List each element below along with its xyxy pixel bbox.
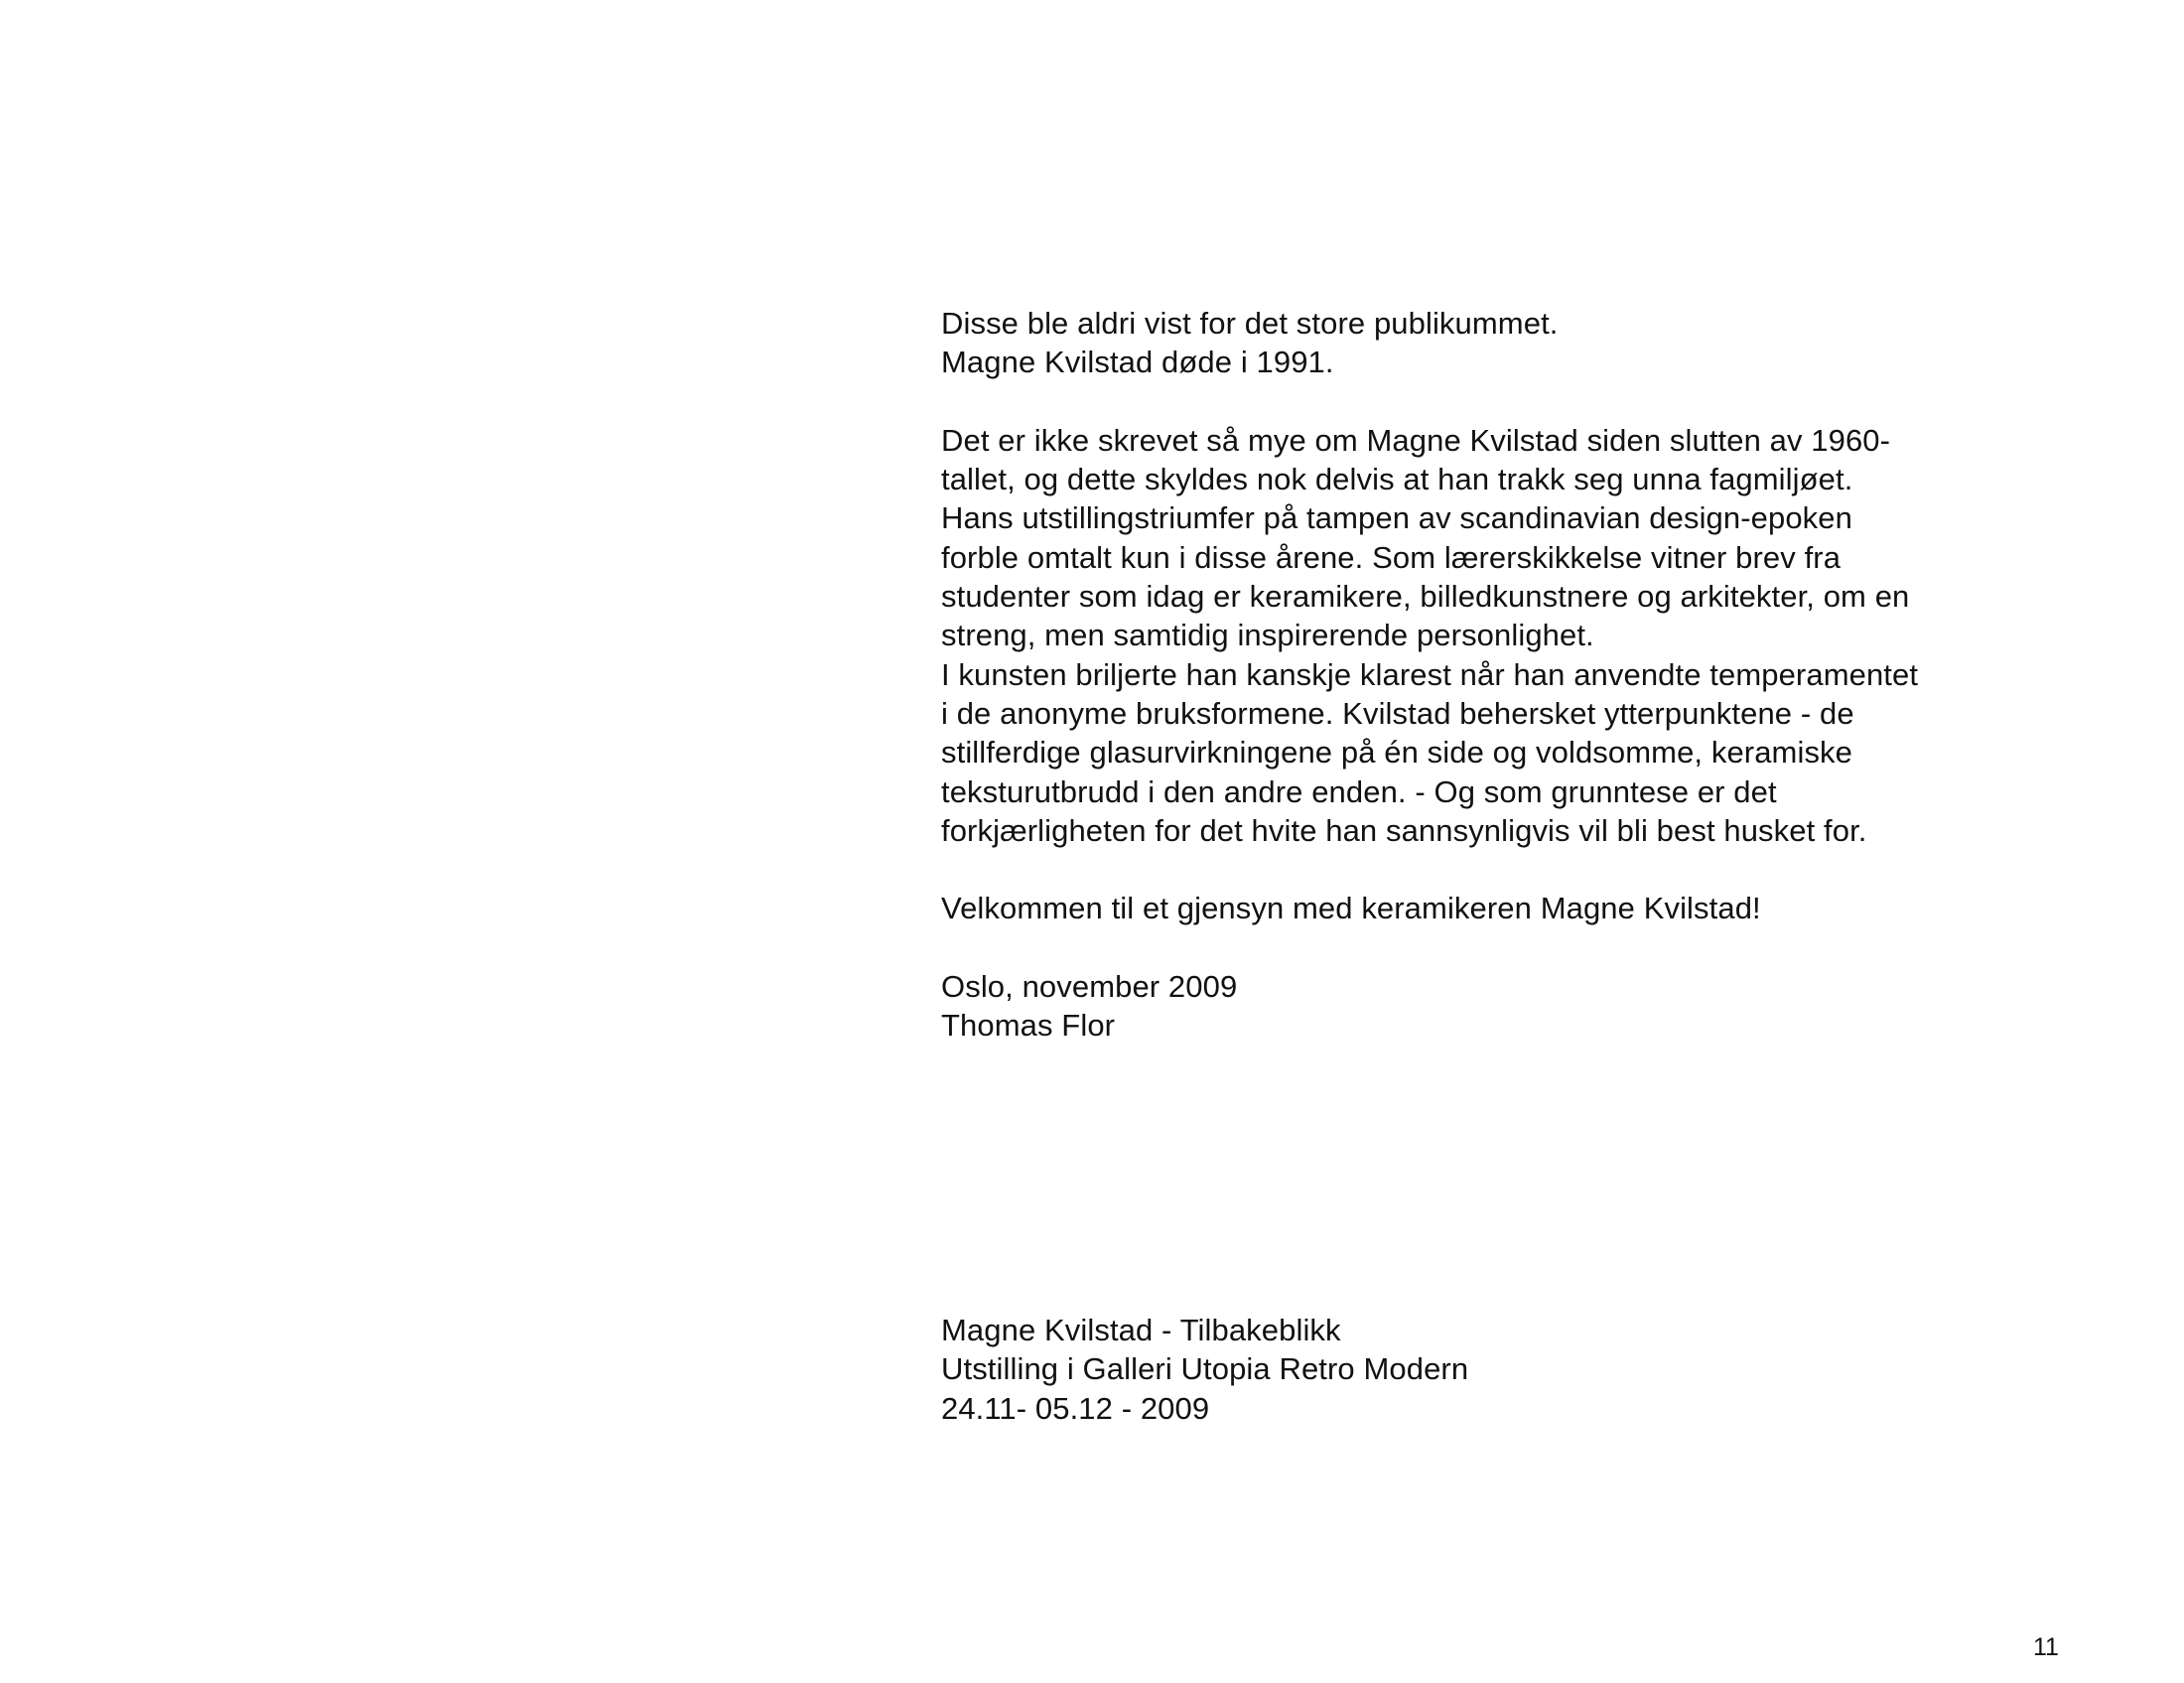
exhibition-info — [941, 1311, 2063, 1428]
signature-place-date: Oslo, november 2009 — [941, 969, 1238, 1005]
body-line: tallet, og dette skyldes nok delvis at han trakk seg unna fagmiljøet. — [941, 462, 1853, 497]
body-line: forble omtalt kun i disse årene. Som lærerskikkelse vitner brev fra — [941, 539, 1842, 575]
exhibition-venue: Utstilling i Galleri Utopia Retro Modern — [941, 1351, 1469, 1387]
intro-line: Magne Kvilstad døde i 1991. — [941, 345, 1334, 380]
paragraph-gap — [941, 382, 2063, 421]
welcome-line: Velkommen til et gjensyn med keramikeren Magne Kvilstad! — [941, 891, 1761, 926]
body-line: i de anonyme bruksformene. Kvilstad behersket ytterpunktene - de — [941, 695, 1854, 731]
body-line: Det er ikke skrevet så mye om Magne Kvilstad siden slutten av 1960- — [941, 422, 1891, 458]
body-line: studenter som idag er keramikere, billedkunstnere og arkitekter, om en — [941, 579, 1910, 615]
main-text — [941, 304, 2063, 1046]
body-line: stillferdige glasurvirkningene på én side og voldsomme, keramiske — [941, 735, 1853, 771]
exhibition-dates: 24.11- 05.12 - 2009 — [941, 1390, 1210, 1426]
paragraph-gap — [941, 850, 2063, 889]
exhibition-title: Magne Kvilstad - Tilbakeblikk — [941, 1313, 1341, 1347]
intro-line: Disse ble aldri vist for det store publikummet. — [941, 306, 1559, 341]
signature-author: Thomas Flor — [941, 1008, 1116, 1044]
page-number: 11 — [2033, 1633, 2059, 1661]
body-line: Hans utstillingstriumfer på tampen av scandinavian design-epoken — [941, 500, 1852, 536]
body-line: streng, men samtidig inspirerende personlighet. — [941, 618, 1594, 653]
body-line: forkjærligheten for det hvite han sannsynligvis vil bli best husket for. — [941, 812, 1867, 848]
paragraph-gap — [941, 928, 2063, 967]
body-line: I kunsten briljerte han kanskje klarest når han anvendte temperamentet — [941, 656, 1919, 692]
body-line: teksturutbrudd i den andre enden. - Og som grunntese er det — [941, 773, 1777, 809]
